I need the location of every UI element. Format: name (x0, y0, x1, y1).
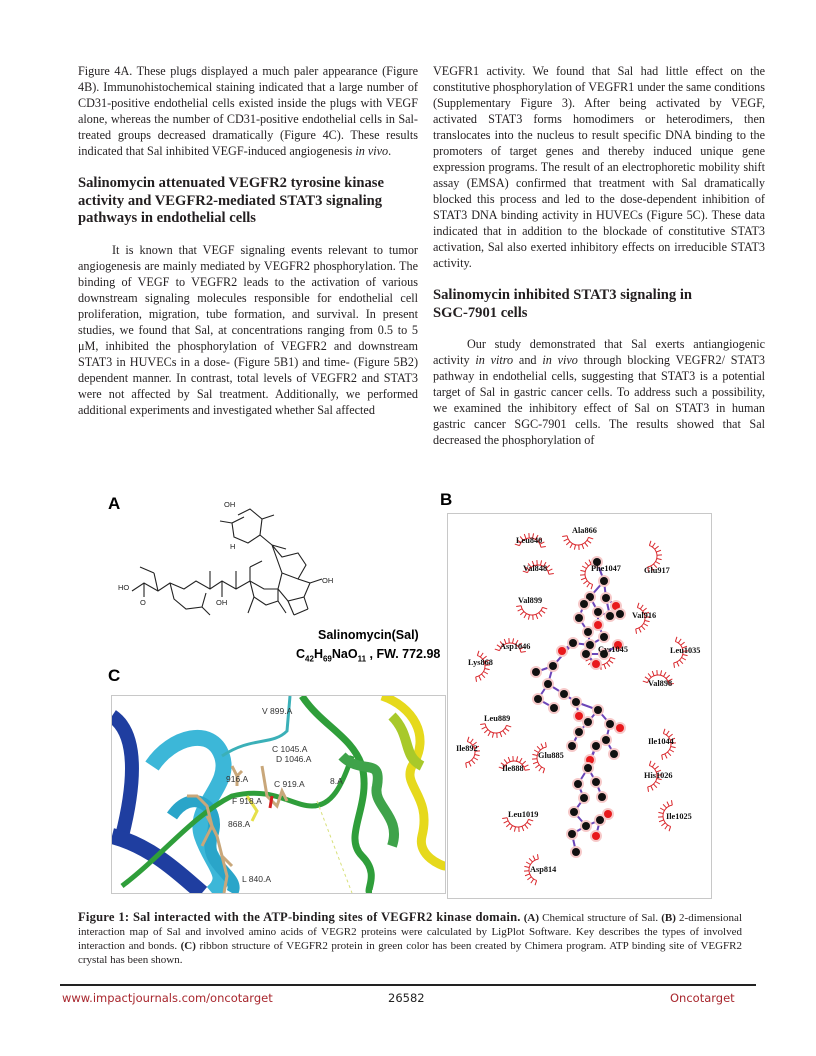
atom-label: H (230, 542, 236, 551)
residue-label: Cys1045 (598, 645, 628, 654)
carbon-atom (570, 808, 578, 816)
residue-label: Ala866 (572, 526, 597, 535)
carbon-atom (549, 662, 557, 670)
residue-label: Leu889 (484, 714, 511, 723)
residue-label: Glu917 (644, 566, 670, 575)
hbond-dashed-line (317, 801, 352, 893)
paragraph-text: through blocking VEGFR2/ STAT3 pathway in endothelial cells, suggesting that STAT3 is a potential target of Sal in gastric cancer cells. To address such a possibility, we examined the inhibitory effect of Sal on STAT3 in human gastric cancer SGC-7901 cells. The results showed that Sal decreased the phosphorylation of (433, 353, 765, 447)
carbon-atom (602, 594, 610, 602)
residue-label: Glu885 (538, 751, 564, 760)
oxygen-atom (594, 621, 602, 629)
paragraph: It is known that VEGF signaling events relevant to tumor angiogenesis are mainly mediated by VEGFR2 phosphorylation. The binding of VEGF to VEGFR2 leads to the activation of various downstream signaling molecules responsible for endothelial cell proliferation, migration, tube formation, and survival. In present studies, we found that Sal, at concentrations ranging from 0.5 to 5 μM, inhibited the phosphorylation of VEGFR2 and downstream STAT3 in HUVECs in a dose- (Figure 5B1) and time- (Figure 5B2) dependent manner. In contrast, total levels of VEGFR2 and STAT3 were not affected by Sal treatment. Additionally, we performed additional experiments and investigated whether Sal affected (78, 242, 418, 417)
carbon-atom (592, 742, 600, 750)
residue-label: Val848 (523, 564, 548, 573)
italic-text: in vitro (475, 353, 514, 367)
carbon-atom (580, 794, 588, 802)
page-number: 26582 (388, 991, 425, 1005)
main-chain (132, 581, 278, 591)
carbon-atom (594, 706, 602, 714)
carbon-atom (594, 608, 602, 616)
paragraph-text: Figure 4A. These plugs displayed a much paler appearance (Figure 4B). Immunohistochemical staining indicated that a large number of CD31-positive endothelial cells existed inside the plugs with VEGF alone, whereas the number of CD31-positive endothelial cells in Sal-treated groups decreased dramatically (Figure 4C). These results indicated that Sal inhibited VEGF-induced angiogenesis (78, 64, 418, 158)
carbon-atom (584, 628, 592, 636)
residue-label: Val899 (518, 596, 543, 605)
carbon-atom (572, 698, 580, 706)
carbon-atom (600, 633, 608, 641)
carbon-atom (598, 793, 606, 801)
caption-panel-label: (A) (523, 912, 540, 924)
carbon-atom (616, 610, 624, 618)
section-heading (433, 287, 765, 322)
caption-text: Chemical structure of Sal. (539, 912, 662, 924)
bond (294, 609, 308, 615)
italic-text: in vivo (542, 353, 578, 367)
oxygen-atom (616, 724, 624, 732)
carbon-atom (534, 695, 542, 703)
hydrophobic-contact-arc (562, 536, 593, 550)
ribbon-dark-blue (112, 716, 132, 836)
bond (250, 561, 262, 567)
carbon-atom (606, 612, 614, 620)
residue-label: C 1045.A (272, 744, 308, 754)
right-column (433, 63, 765, 448)
ribbon-structure (111, 695, 446, 894)
residue-label: Leu1035 (670, 646, 701, 655)
caption-title: Figure 1: Sal interacted with the ATP-binding sites of VEGFR2 kinase domain. (78, 910, 521, 924)
residue-label: Ile892 (456, 744, 478, 753)
residue-label: 8.A (330, 776, 343, 786)
panel-a-label: A (108, 494, 121, 513)
atom-label: OH (224, 500, 236, 509)
hydrophobic-contact-arc (480, 724, 511, 738)
bond (310, 579, 322, 583)
residue-label: Leu1019 (508, 810, 539, 819)
oxygen-atom (558, 647, 566, 655)
residue-label: Val898 (648, 679, 673, 688)
carbon-atom (575, 728, 583, 736)
residue-label: Ile1025 (666, 812, 692, 821)
bond (304, 597, 308, 609)
residue-label: C 919.A (274, 779, 305, 789)
ligplot-interaction-map (447, 513, 712, 899)
left-column (78, 63, 418, 418)
bond (140, 567, 154, 573)
carbon-atom (568, 830, 576, 838)
oxygen-atom (592, 660, 600, 668)
ring-thf (272, 545, 306, 579)
residue-label: Phe1047 (591, 564, 621, 573)
carbon-atom (584, 764, 592, 772)
paragraph: VEGFR1 activity. We found that Sal had little effect on the constitutive phosphorylation of VEGFR1 under the same conditions (Supplementary Figure 3). After being activated by VEGF, activated STAT3 forms homodimers or heterodimers, then translocates into the nucleus to result specific DNA binding to the promoters of target genes and thereby induced unique gene expression programs. The result of an electrophoretic mobility shift assay (EMSA) confirmed that treatment with Sal dramatically blocked this process and led to the dose-dependent inhibition of STAT3 DNA binding activity in HUVECs (Figure 5C). These data indicated that in addition to the blockade of constitutive STAT3 activation, Sal also exerted inhibitory effects on irreducible STAT3 activity. (433, 64, 765, 270)
carbon-atom (606, 720, 614, 728)
panel-b-label: B (440, 490, 453, 509)
residue-label: Ile888 (502, 764, 524, 773)
carbon-atom (600, 577, 608, 585)
oxygen-atom (604, 810, 612, 818)
compound-name: Salinomycin(Sal) (318, 628, 419, 642)
carbon-atom (572, 848, 580, 856)
carbon-atom (568, 742, 576, 750)
atom-label: O (140, 598, 146, 607)
carbon-atom (610, 750, 618, 758)
carbon-atom (574, 780, 582, 788)
oxygen-atom (592, 832, 600, 840)
formula-part: NaO (331, 647, 358, 661)
atom-label: OH (322, 576, 334, 585)
paragraph-text: and (513, 353, 543, 367)
carbon-atom (575, 614, 583, 622)
carbon-atom (596, 816, 604, 824)
bond (260, 535, 272, 545)
panel-c-label: C (108, 666, 121, 685)
residue-label: His1026 (644, 771, 673, 780)
oxygen-atom (575, 712, 583, 720)
carbon-atom (602, 736, 610, 744)
atom-label: OH (216, 598, 228, 607)
carbon-atom (586, 641, 594, 649)
formula-subscript: 42 (305, 654, 314, 664)
residue-label: Asp814 (530, 865, 557, 874)
formula-part: C (296, 647, 306, 661)
ligplot-svg (448, 514, 711, 898)
hydrophobic-contact-arc (516, 606, 547, 620)
paragraph-text: . (388, 144, 392, 158)
italic-text: in vivo (355, 144, 389, 158)
formula-part: , FW. 772.98 (366, 647, 441, 661)
paragraph (78, 63, 418, 159)
residue-label: 868.A (228, 819, 251, 829)
caption-text: ribbon structure of VEGFR2 protein in green color has been created by Chimera program. ATP binding site of VEGFR2 crystal has been shown. (78, 940, 742, 966)
ring-mid (250, 581, 278, 605)
heading-line: SGC-7901 cells (433, 304, 528, 321)
carbon-atom (592, 778, 600, 786)
bond (248, 597, 254, 613)
residue-label: F 918.A (232, 796, 262, 806)
bond (278, 601, 286, 613)
journal-name: Oncotarget (670, 991, 735, 1005)
ring-top (232, 517, 262, 543)
journal-url-link[interactable]: www.impactjournals.com/oncotarget (62, 991, 273, 1005)
residue-label: V 899.A (262, 706, 293, 716)
carbon-atom (569, 639, 577, 647)
compound-formula (296, 647, 440, 664)
residue-label: 916.A (226, 774, 249, 784)
carbon-atom (582, 822, 590, 830)
figure-caption (78, 910, 742, 967)
ribbon-svg (112, 696, 445, 893)
formula-part: H (313, 647, 323, 661)
carbon-atom (544, 680, 552, 688)
formula-subscript: 69 (322, 654, 332, 664)
carbon-atom (580, 600, 588, 608)
salinomycin-structure (110, 497, 350, 657)
atom-label: HO (118, 583, 130, 592)
formula-subscript: 11 (357, 654, 367, 664)
residue-label: L 840.A (242, 874, 271, 884)
hydrophobic-contact-arc (502, 818, 533, 832)
residue-label: D 1046.A (276, 754, 312, 764)
residue-label: Leu840 (516, 536, 543, 545)
residue-label: Val916 (632, 611, 657, 620)
caption-panel-label: (B) (661, 912, 676, 924)
bond (202, 607, 210, 615)
caption-panel-label: (C) (180, 940, 196, 952)
heading-line: Salinomycin inhibited STAT3 signaling in (433, 287, 692, 303)
residue-label: Asp1046 (500, 642, 531, 651)
carbon-atom (584, 718, 592, 726)
residue-label: Lys868 (468, 658, 493, 667)
bond (220, 521, 232, 523)
residue-oxygen (270, 796, 272, 808)
bond (154, 573, 158, 591)
carbon-atom (582, 650, 590, 658)
paragraph-text: Our study demonstrated that Sal exerts antiangiogenic activity (433, 337, 765, 367)
carbon-atom (560, 690, 568, 698)
residue-label: Ile1044 (648, 737, 674, 746)
footer-divider (60, 984, 756, 986)
carbon-atom (532, 668, 540, 676)
bond (288, 601, 294, 615)
section-heading: Salinomycin attenuated VEGFR2 tyrosine kinase activity and VEGFR2-mediated STAT3 signaling pathways in endothelial cells (78, 175, 384, 226)
carbon-atom (550, 704, 558, 712)
caption-text: 2-dimensional interaction map of Sal and involved amino acids of VEGR2 proteins were calculated by LigPlot Software. Key describes the types of involved interaction and bonds. (78, 912, 742, 952)
paragraph (433, 336, 765, 448)
